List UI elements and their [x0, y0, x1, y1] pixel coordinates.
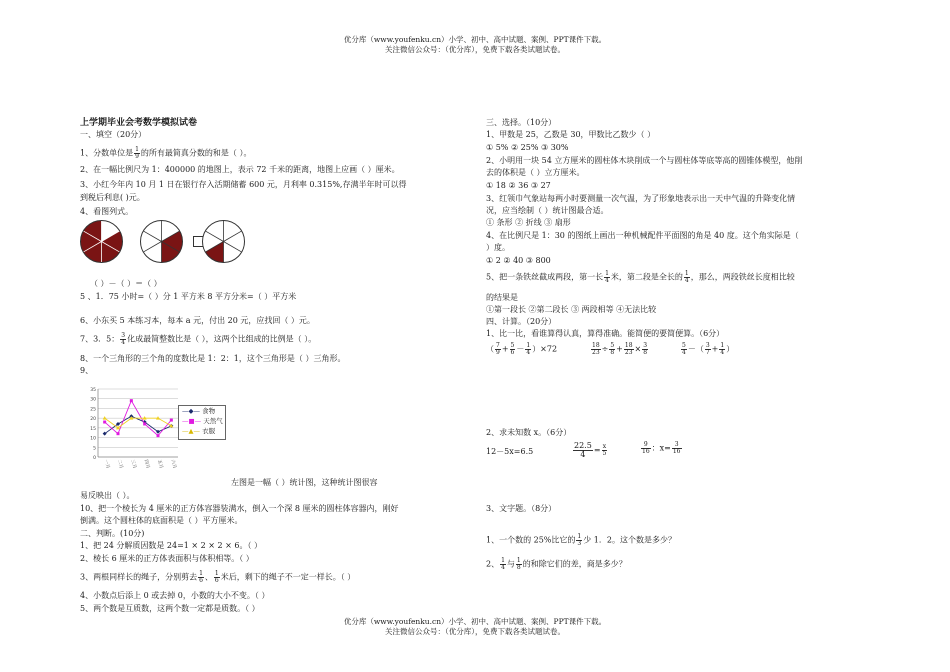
- question-2: 2、在一幅比例尺为 1：400000 的地图上，表示 72 千米的距离，地图上应画（ ）厘米。: [80, 165, 400, 174]
- judge-3: 3、两根同样长的绳子，分别剪去 $\frac{1}{6}$ 、 $\frac{1}{6}$ 米后，剩下的绳子不一定一样长。（ ）: [80, 570, 356, 584]
- y-tick-label: 35: [90, 388, 96, 393]
- x-tick-label: 二月: [116, 459, 124, 470]
- choice-2-options: ① 18 ② 36 ③ 27: [486, 181, 551, 190]
- choice-5-line-2: 的结果是: [486, 293, 518, 302]
- x-tick-label: 四月: [142, 459, 150, 470]
- y-tick-label: 20: [90, 417, 96, 423]
- judge-2: 2、棱长 6 厘米的正方体表面积与体积相等。（ ）: [80, 554, 254, 563]
- section-judge: 二、判断。(10分): [80, 529, 145, 538]
- pie-2-dividers: [141, 221, 182, 262]
- question-10-line-2: 倒满。这个圆柱体的底面积是（ ）平方厘米。: [80, 516, 243, 525]
- choice-2-line-1: 2、小明用一块 54 立方厘米的圆柱体木块削成一个与圆柱体等底等高的圆锥体模型，他削: [486, 156, 803, 165]
- header-line-2: 关注微信公众号：（优分库），免费下载各类试题试卷。: [385, 45, 565, 54]
- choice-5: 5、把一条铁丝截成两段，第一长 $\frac{1}{4}$ 米，第二段是全长的 $\frac{1}{4}$ ，那么，两段铁丝长度相比较: [486, 270, 795, 284]
- question-3-line-1: 3、小红今年内 10 月 1 日在银行存入活期储蓄 600 元，月利率 0.315%,存满半年时可以得: [80, 180, 407, 189]
- y-tick-label: 5: [93, 446, 96, 452]
- chart-legend: [178, 405, 226, 440]
- page-title: 上学期毕业会考数学模拟试卷: [80, 118, 198, 128]
- question-3-line-2: 到税后利息( )元。: [80, 193, 145, 202]
- choice-3-line-1: 3、红领巾气象站每两小时要测量一次气温，为了形象地表示出一天中气温的升降变化情: [486, 194, 796, 203]
- legend-item-food: —◆— 食物: [182, 407, 216, 415]
- data-point: [143, 422, 146, 425]
- pie-chart-1: [80, 220, 123, 263]
- judge-4: 4、小数点后添上 0 或去掉 0，小数的大小不变。（ ）: [80, 591, 270, 600]
- x-tick-label: 六月: [169, 459, 177, 470]
- question-6: 6、小东买 5 本练习本，每本 a 元，付出 20 元，应找回（ ）元。: [80, 316, 315, 325]
- calc-3: 3、文字题。（8分）: [486, 504, 557, 513]
- question-9-line-1: 左图是一幅（ ）统计图，这种统计图很容: [231, 478, 378, 487]
- x-tick-label: 三月: [129, 459, 137, 470]
- section-fill-in: 一、填空（20分）: [80, 130, 147, 139]
- choice-2-line-2: 去的体积是（ ）立方厘米。: [486, 168, 585, 177]
- question-9-line-2: 易反映出（ ）。: [80, 491, 135, 500]
- question-5: 5 、1．75 小时=（ ）分 1 平方米 8 平方分米=（ ）平方米: [80, 292, 297, 301]
- calc-2: 2、求未知数 x。（6分）: [486, 428, 572, 437]
- legend-item-gas: —■— 天然气: [182, 417, 223, 425]
- pie-chart-2: [140, 220, 183, 263]
- expression-1: （ $\frac{7}{9}$ + $\frac{5}{6}$ － $\frac{1}{4}$ ）×72: [486, 342, 558, 356]
- word-problem-2: 2、 $\frac{1}{4}$ 与 $\frac{1}{8}$ 的和除它们的差，商是多少？: [486, 557, 627, 571]
- choice-3-options: ① 条形 ② 折线 ③ 扇形: [486, 218, 571, 227]
- data-point: [117, 432, 120, 435]
- question-10-line-1: 10、把一个棱长为 4 厘米的正方体容器装满水，倒入一个深 8 厘米的圆柱体容器内，刚好: [80, 504, 399, 513]
- data-point: [103, 421, 106, 424]
- y-tick-label: 0: [93, 456, 96, 461]
- equation-2: $\frac{22.5}{4}$ = $\frac{x}{5}$: [574, 441, 607, 459]
- question-4-equation: （ ）－（ ）＝（ ）: [90, 279, 162, 288]
- footer-line-1: 优分库（www.youfenku.cn）小学、初中、高中试题、案例、PPT课件下载。: [343, 617, 607, 626]
- choice-1-options: ① 5% ② 25% ③ 30%: [486, 143, 569, 152]
- x-tick-label: 一月: [102, 459, 110, 470]
- question-8: 8、一个三角形的三个角的度数比是 1：2：1，这个三角形是（ ）三角形。: [80, 354, 346, 363]
- question-4: 4、看图列式。: [80, 207, 134, 216]
- choice-3-line-2: 况，应当绘制（ ）统计图最合适。: [486, 206, 609, 215]
- section-calc: 四、计算。（20分）: [486, 317, 557, 326]
- choice-1: 1、甲数是 25，乙数是 30，甲数比乙数少（ ）: [486, 130, 656, 139]
- judge-1: 1、把 24 分解质因数是 24=1 × 2 × 2 × 6。（ ）: [80, 541, 263, 550]
- choice-4-line-1: 4、在比例尺是 1：30 的图纸上画出一种机械配件平面图的角是 40 度。这个角实际是（: [486, 231, 799, 240]
- judge-5: 5、两个数是互质数，这两个数一定都是质数。（ ）: [80, 604, 260, 613]
- word-problem-1: 1、一个数的 25%比它的 $\frac{1}{3}$ 少 1．2。这个数是多少？: [486, 533, 676, 547]
- data-point: [170, 419, 173, 422]
- question-7: 7、3．5： $\frac{3}{4}$ 化成最简整数比是（ ），这两个比组成的比例是（ ）。: [80, 332, 317, 346]
- question-9: 9、: [80, 366, 94, 375]
- choice-5-options: ①第一段长 ②第二段长 ③ 两段相等 ④无法比较: [486, 305, 657, 314]
- pie-chart-3: [202, 220, 245, 263]
- y-tick-label: 10: [90, 436, 96, 442]
- pie-1-dividers: [81, 221, 122, 262]
- header-line-1: 优分库（www.youfenku.cn）小学、初中、高中试题、案例、PPT课件下载。: [343, 35, 607, 44]
- expression-2: $\frac{18}{23}$ ÷ $\frac{5}{8}$ + $\frac{18}{23}$ × $\frac{3}{8}$: [592, 342, 648, 356]
- legend-item-clothes: —▲— 衣服: [182, 427, 216, 435]
- equation-3: $\frac{9}{16}$ ：x= $\frac{3}{16}$: [642, 441, 681, 455]
- calc-1: 1、比一比，看谁算得认真，算得准确。能简便的要简便算。（6分）: [486, 329, 725, 338]
- data-point: [130, 399, 133, 402]
- footer-line-2: 关注微信公众号：（优分库），免费下载各类试题试卷。: [385, 627, 565, 636]
- x-tick-label: 五月: [156, 459, 164, 470]
- choice-4-line-2: ）度。: [486, 243, 510, 252]
- y-tick-label: 25: [90, 407, 96, 413]
- y-tick-label: 30: [90, 397, 96, 403]
- data-point: [157, 434, 160, 437]
- section-choice: 三、选择。（10分）: [486, 118, 557, 127]
- y-tick-label: 15: [90, 426, 96, 432]
- data-point: [103, 416, 107, 420]
- equation-1: 12－5x=6.5: [486, 447, 534, 456]
- pie-3-dividers: [203, 221, 244, 262]
- question-1: 1、分数单位是 $\frac{1}{9}$ 的所有最简真分数的和是（ ）。: [80, 146, 252, 160]
- expression-3: $\frac{5}{4}$ －（ $\frac{3}{7}$ + $\frac{1}{4}$ ）: [682, 342, 735, 356]
- choice-4-options: ① 2 ② 40 ③ 800: [486, 256, 551, 265]
